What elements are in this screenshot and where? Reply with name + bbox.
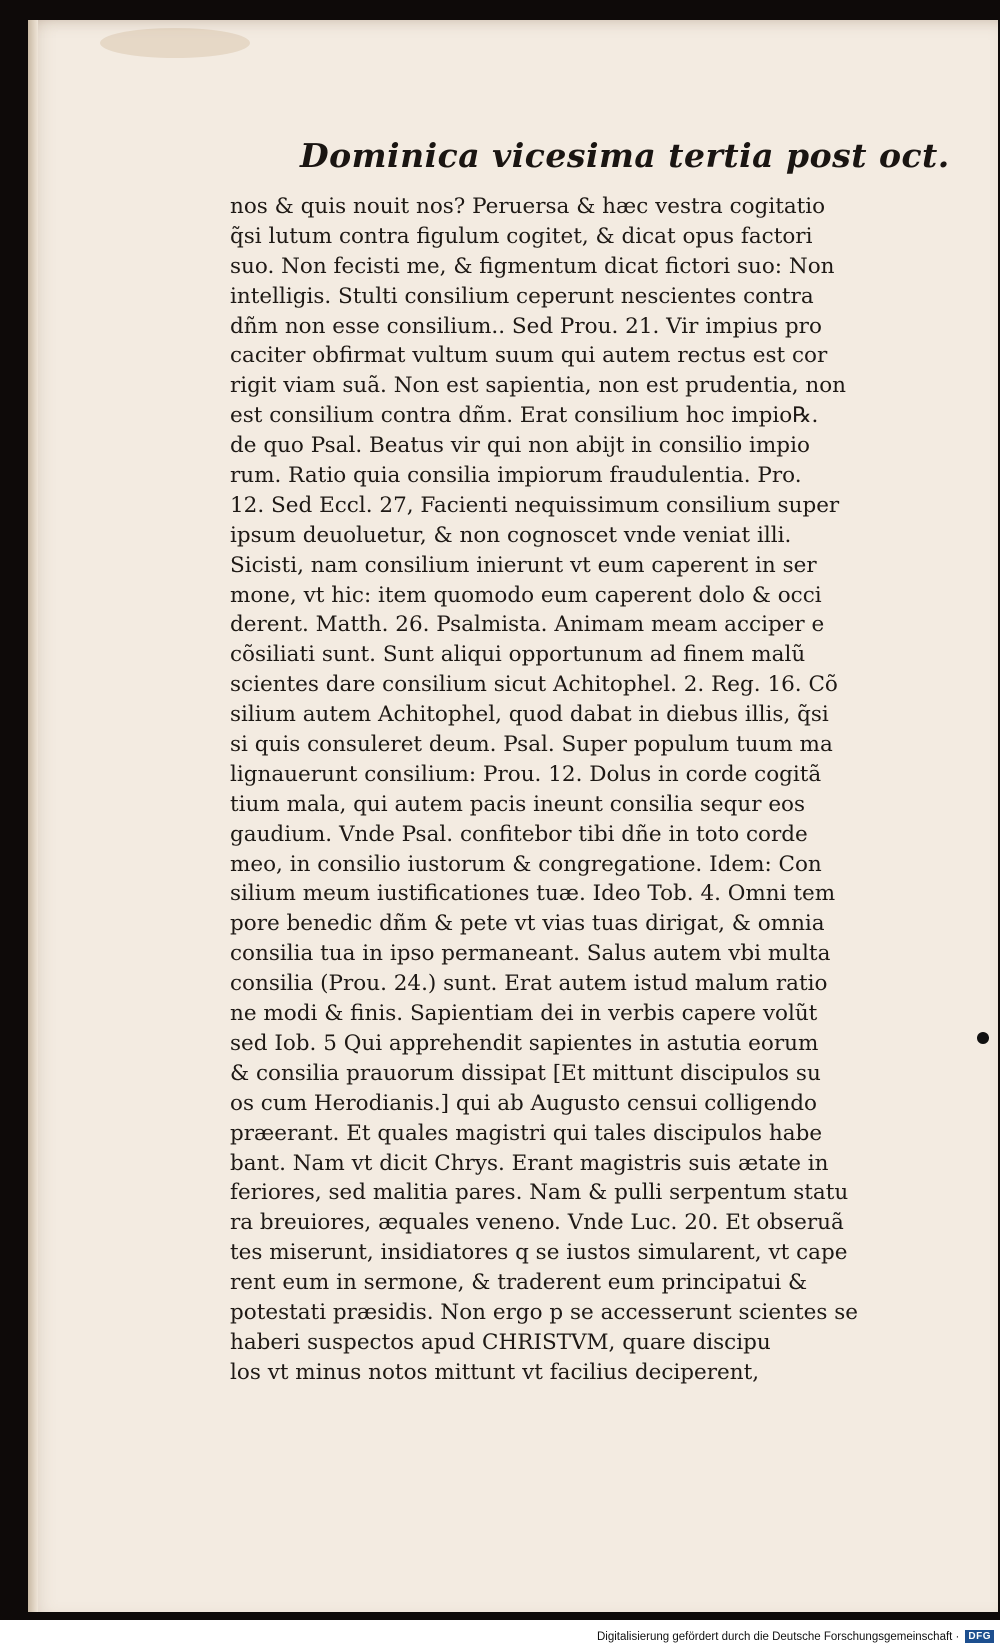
text-line: rent eum in sermone, & traderent eum principatui & (230, 1270, 808, 1296)
text-line: consilia (Prou. 24.) sunt. Erat autem istud malum ratio (230, 971, 828, 997)
text-line: mone, vt hic: item quomodo eum caperent dolo & occi (230, 582, 822, 608)
text-line: meo, in consilio iustorum & congregatione. Idem: Con (230, 851, 822, 877)
text-line: Sicisti, nam consilium inierunt vt eum caperent in ser (230, 552, 817, 578)
margin-mark (977, 1032, 989, 1044)
text-line: cõsiliati sunt. Sunt aliqui opportunum ad finem malũ (230, 642, 806, 668)
text-line: de quo Psal. Beatus vir qui non abijt in consilio impio (230, 433, 810, 459)
body-text (230, 192, 910, 1388)
text-line: 12. Sed Eccl. 27, Facienti nequissimum consilium super (230, 492, 840, 518)
text-line: est consilium contra dñm. Erat consilium hoc impio℞. (230, 403, 819, 429)
text-line: præerant. Et quales magistri qui tales discipulos habe (230, 1120, 823, 1146)
text-line: nos & quis nouit nos? Peruersa & hæc vestra cogitatio (230, 194, 826, 219)
text-line: suo. Non fecisti me, & figmentum dicat fictori suo: Non (230, 253, 835, 279)
text-line: intelligis. Stulti consilium ceperunt nescientes contra (230, 283, 814, 309)
text-line: tium mala, qui autem pacis ineunt consilia sequr eos (230, 791, 806, 817)
text-line: ra breuiores, æquales veneno. Vnde Luc. 20. Et obseruã (230, 1210, 844, 1236)
page-gutter-edge (28, 20, 38, 1612)
text-line: silium meum iustificationes tuæ. Ideo Tob. 4. Omni tem (230, 881, 836, 907)
text-line: silium autem Achitophel, quod dabat in diebus illis, q̃si (230, 702, 829, 728)
running-head: Dominica vicesima tertia post oct. (300, 136, 950, 175)
text-line: bant. Nam vt dicit Chrys. Erant magistris suis ætate in (230, 1150, 829, 1176)
text-line: lignauerunt consilium: Prou. 12. Dolus in corde cogitã (230, 761, 822, 787)
text-line: ipsum deuoluetur, & non cognoscet vnde veniat illi. (230, 522, 792, 548)
text-line: os cum Herodianis.] qui ab Augusto censui colligendo (230, 1090, 817, 1116)
paper-stain (100, 28, 250, 58)
text-line: gaudium. Vnde Psal. confitebor tibi dñe in toto corde (230, 821, 808, 847)
digitization-footer (597, 1630, 994, 1643)
funding-credit: Digitalisierung gefördert durch die Deutsche Forschungsgemeinschaft · (596, 1630, 960, 1643)
text-line: rum. Ratio quia consilia impiorum fraudulentia. Pro. (230, 463, 802, 489)
text-line: feriores, sed malitia pares. Nam & pulli serpentum statu (230, 1180, 849, 1206)
text-line: q̃si lutum contra figulum cogitet, & dicat opus factori (230, 223, 813, 249)
dfg-logo: DFG (965, 1630, 994, 1643)
text-line: consilia tua in ipso permaneant. Salus autem vbi multa (230, 941, 831, 967)
text-line: & consilia prauorum dissipat [Et mittunt discipulos su (230, 1060, 821, 1086)
text-line: si quis consuleret deum. Psal. Super populum tuum ma (230, 732, 833, 758)
text-line: dñm non esse consilium.. Sed Prou. 21. Vir impius pro (230, 313, 822, 339)
text-line: caciter obfirmat vultum suum qui autem rectus est cor (230, 343, 828, 369)
text-line: haberi suspectos apud CHRISTVM, quare discipu (230, 1329, 771, 1355)
text-line: derent. Matth. 26. Psalmista. Animam meam acciper e (230, 612, 825, 638)
text-line: sed Iob. 5 Qui apprehendit sapientes in astutia eorum (230, 1030, 819, 1056)
text-line: tes miserunt, insidiatores q se iustos simularent, vt cape (230, 1240, 848, 1266)
text-line: pore benedic dñm & pete vt vias tuas dirigat, & omnia (230, 911, 825, 937)
text-line: scientes dare consilium sicut Achitophel. 2. Reg. 16. Cõ (230, 672, 838, 698)
text-line: rigit viam suã. Non est sapientia, non est prudentia, non (230, 373, 846, 399)
text-line: ne modi & finis. Sapientiam dei in verbis capere volũt (230, 1001, 818, 1027)
text-line: potestati præsidis. Non ergo p se accesserunt scientes se (230, 1299, 858, 1325)
text-line: los vt minus notos mittunt vt facilius deciperent, (230, 1359, 760, 1385)
